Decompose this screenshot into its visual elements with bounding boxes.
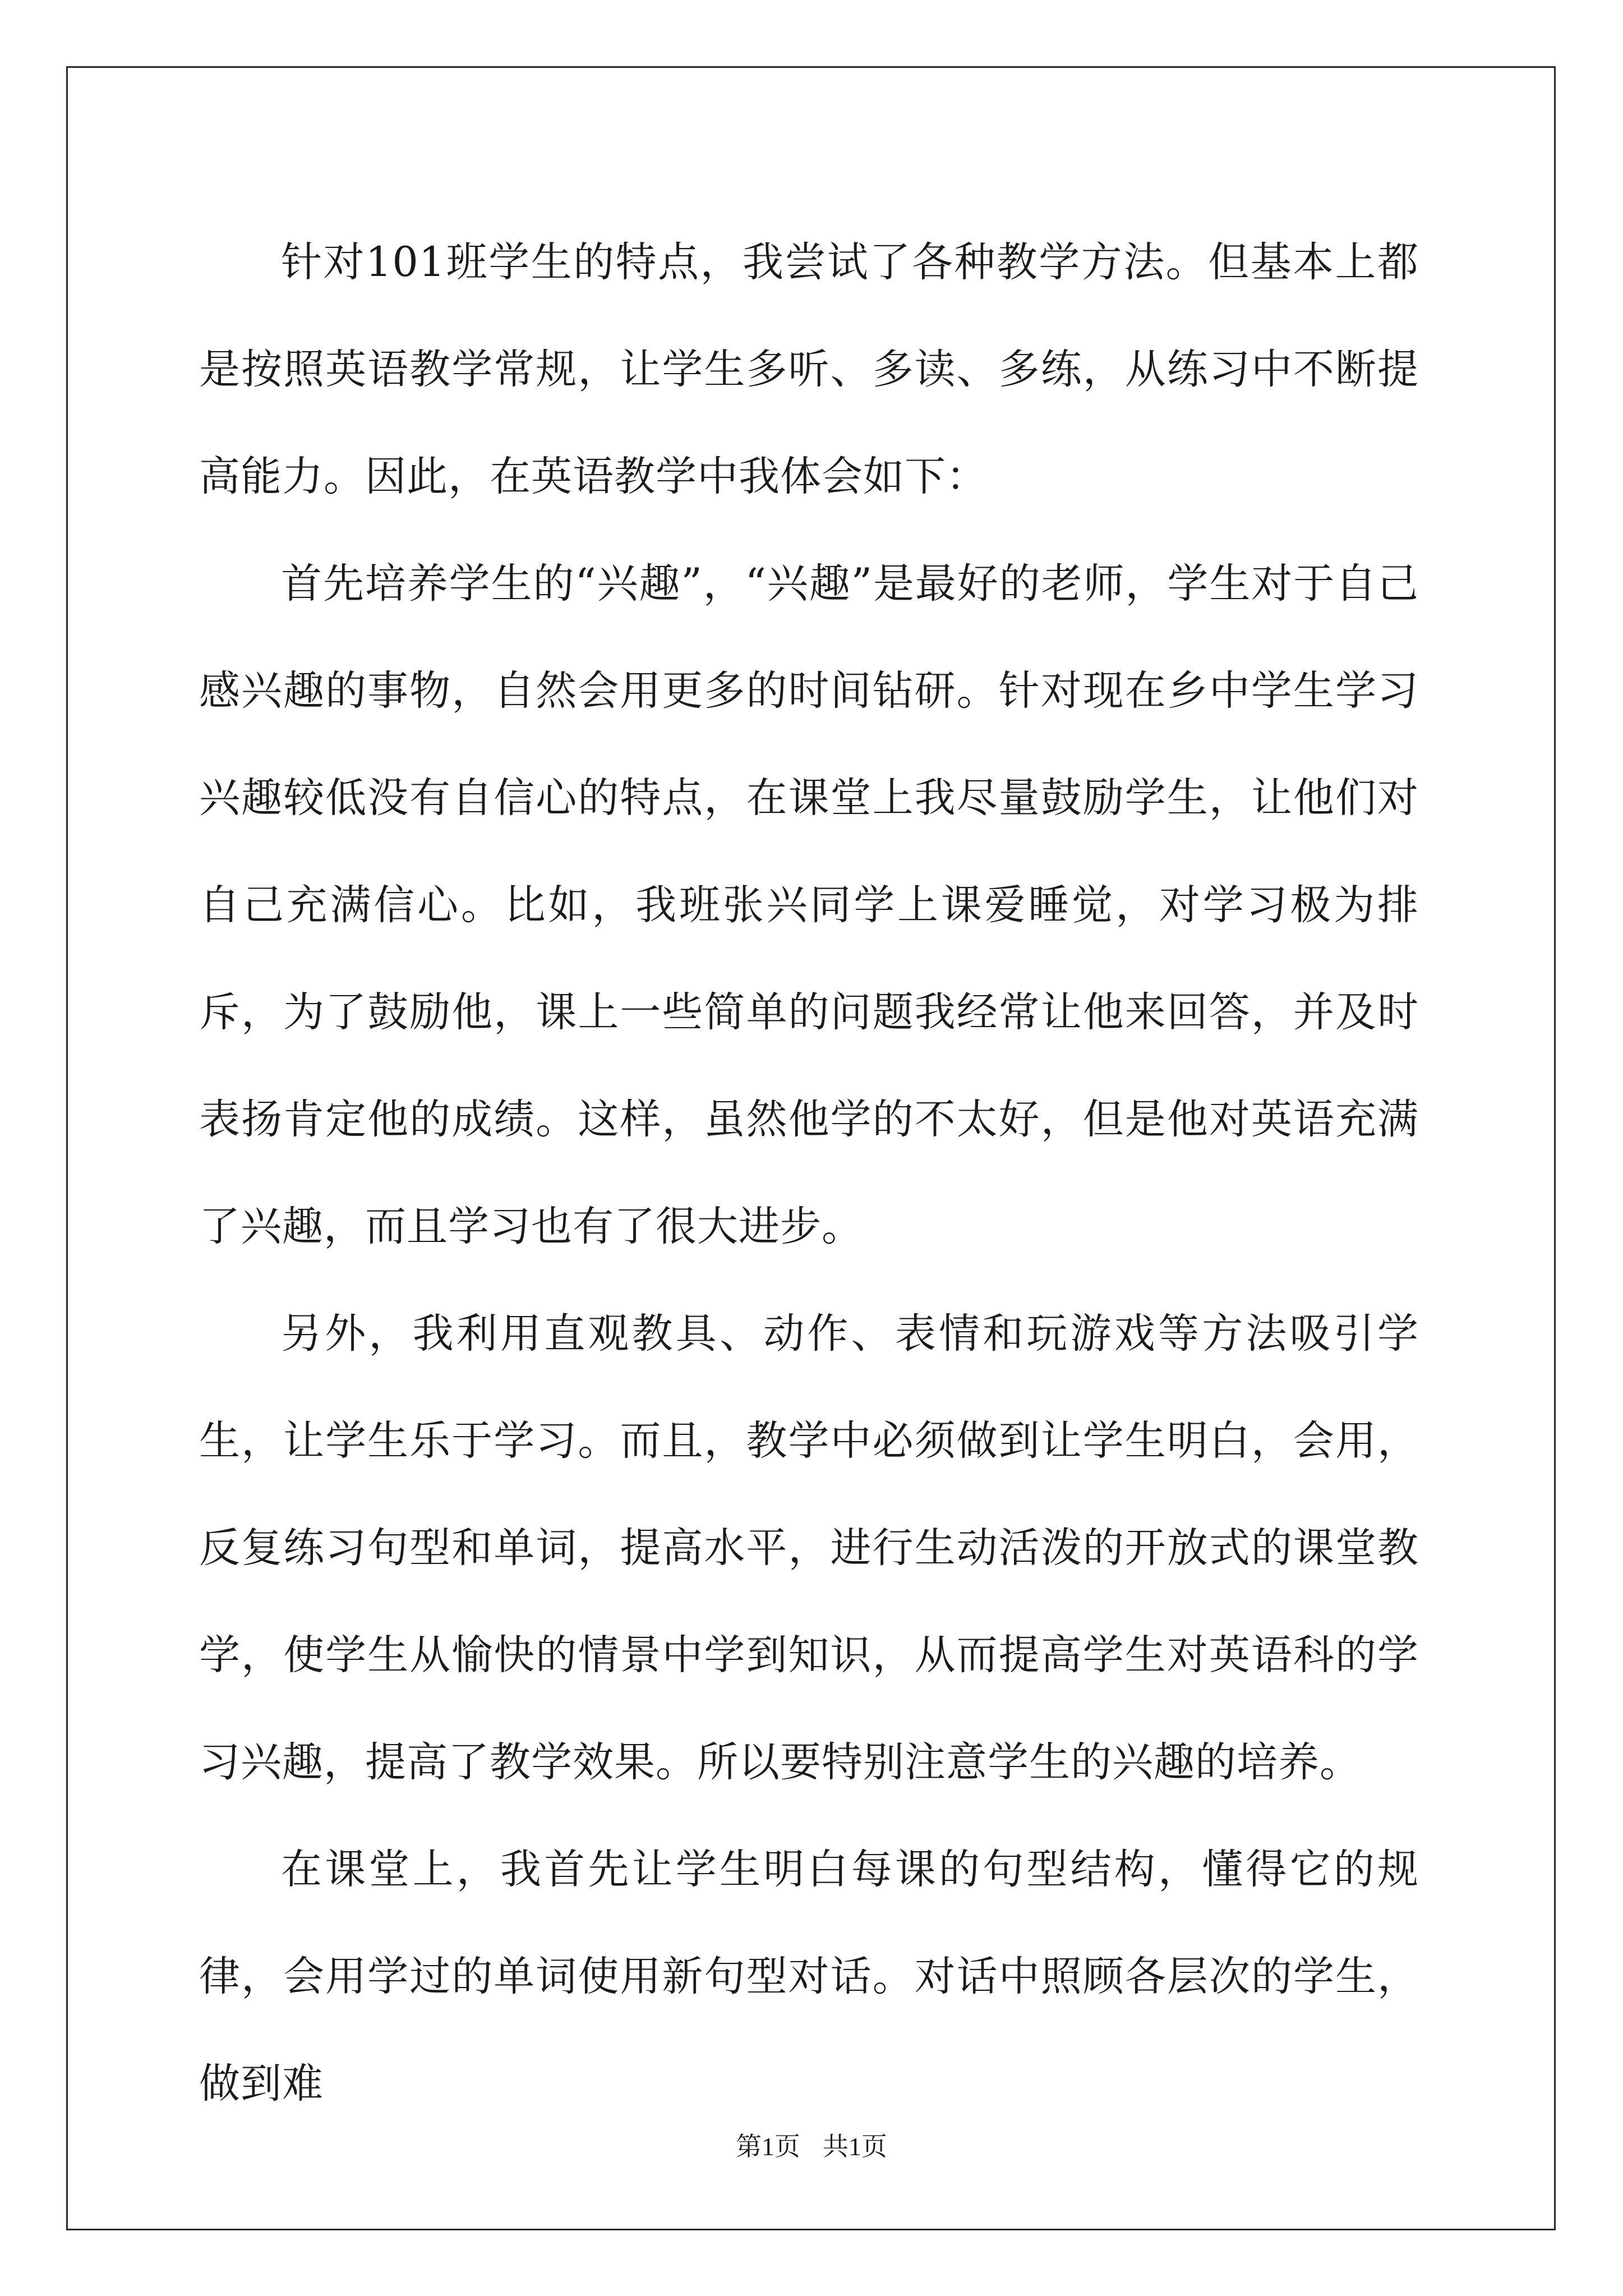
page-number-current: 第1页 — [736, 2132, 800, 2161]
page-number-total: 共1页 — [823, 2132, 887, 2161]
paragraph-4: 在课堂上，我首先让学生明白每课的句型结构，懂得它的规律，会用学过的单词使用新句型对话。对话中照顾各层次的学生，做到难 — [199, 1846, 1419, 2108]
paragraph-2: 首先培养学生的“兴趣”，“兴趣”是最好的老师，学生对于自己感兴趣的事物，自然会用更多的时间钻研。针对现在乡中学生学习兴趣较低没有自信心的特点，在课堂上我尽量鼓励学生，让他们对自己充满信心。比如，我班张兴同学上课爱睡觉，对学习极为排斥，为了鼓励他，课上一些简单的问题我经常让他来回答，并及时表扬肯定他的成绩。这样，虽然他学的不太好，但是他对英语充满了兴趣，而且学习也有了很大进步。 — [199, 560, 1419, 1250]
page-footer — [0, 2126, 1623, 2163]
document-body — [199, 209, 1419, 2137]
paragraph-3: 另外，我利用直观教具、动作、表情和玩游戏等方法吸引学生，让学生乐于学习。而且，教学中必须做到让学生明白，会用，反复练习句型和单词，提高水平，进行生动活泼的开放式的课堂教学，使学生从愉快的情景中学到知识，从而提高学生对英语科的学习兴趣，提高了教学效果。所以要特别注意学生的兴趣的培养。 — [199, 1310, 1419, 1786]
paragraph-1: 针对101班学生的特点，我尝试了各种教学方法。但基本上都是按照英语教学常规，让学生多听、多读、多练，从练习中不断提高能力。因此，在英语教学中我体会如下： — [199, 238, 1419, 500]
